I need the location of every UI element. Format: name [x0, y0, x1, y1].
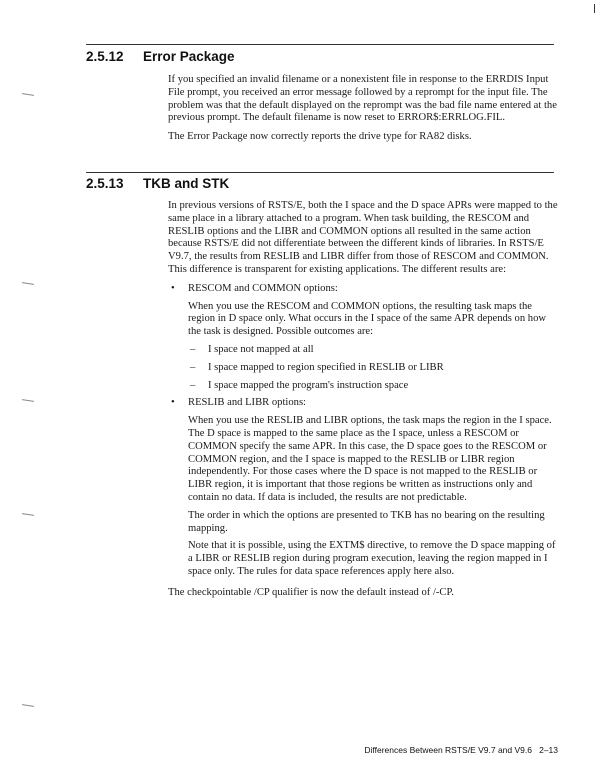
paragraph-closing: The checkpointable /CP qualifier is now the default instead of /-CP. — [168, 586, 454, 598]
margin-mark — [22, 704, 34, 707]
margin-mark — [22, 93, 34, 96]
dash-item — [188, 344, 560, 357]
bullet-label: RESLIB and LIBR options: — [188, 397, 307, 409]
margin-mark — [22, 513, 34, 516]
bullet-label: RESCOM and COMMON options: — [188, 282, 338, 294]
paragraph-intro: In previous versions of RSTS/E, both the I space and the D space APRs were mapped to the same place in a library attached to a program. When task building, the RESCOM and RESLIB options and the LIBR and COMMON options all resulted in the same action because RSTS/E did not differentiate between the different kinds of libraries. In RSTS/E V9.7, the results from RESLIB and LIBR differ from those of RESCOM and COMMON. This difference is transparent for existing applications. The different results are: — [168, 200, 558, 275]
paragraph: When you use the RESLIB and LIBR options, the task maps the region in the I space. The D space is mapped to the same place as the I space, unless a RESCOM or COMMON specify the same APR. In this case, the D space goes to the RESCOM or COMMON region, and the I space is mapped to the RESLIB or LIBR region independently. For those cases where the D space is not mapped to the RESLIB or LIBR region, it is important that those regions be written as instructions only and contain no data. If data is included, the results are not predictable. — [188, 415, 552, 503]
section-body-tkb-and-stk — [168, 200, 560, 606]
dash-item — [188, 380, 560, 393]
paragraph: The Error Package now correctly reports the drive type for RA82 disks. — [168, 131, 472, 143]
section-rule — [86, 172, 554, 173]
footer-title: Differences Between RSTS/E V9.7 and V9.6 — [364, 745, 532, 755]
section-body-error-package — [168, 74, 560, 150]
dash-text: I space mapped the program's instruction space — [208, 379, 409, 391]
bullet-body — [168, 415, 560, 579]
bullet-item — [168, 283, 560, 296]
page-number: 2–13 — [539, 745, 558, 755]
section-rule — [86, 44, 554, 45]
dash-icon: – — [190, 343, 196, 355]
margin-mark — [22, 399, 34, 402]
paragraph: If you specified an invalid filename or a nonexistent file in response to the ERRDIS Input File prompt, you received an error message followed by a reprompt for the input file. The problem was that the default displayed on the reprompt was the bad file name entered at the previous prompt. The default filename is now reset to ERROR$:ERRLOG.FIL. — [168, 74, 557, 124]
section-title: Error Package — [143, 49, 235, 64]
section-number: 2.5.12 — [86, 49, 124, 64]
dash-icon: – — [190, 379, 196, 391]
page-corner-mark — [594, 4, 595, 13]
dash-item — [188, 362, 560, 375]
section-heading-error-package — [86, 49, 235, 64]
bullet-body — [168, 301, 560, 393]
bullet-item — [168, 397, 560, 410]
section-title: TKB and STK — [143, 176, 230, 191]
bullet-icon: • — [171, 397, 175, 409]
paragraph: When you use the RESCOM and COMMON options, the resulting task maps the region in D space only. What occurs in the I space of the same APR depends on how the task is designed. Possible outcomes are: — [188, 300, 547, 338]
section-heading-tkb-and-stk — [86, 176, 229, 191]
page-footer — [364, 745, 558, 755]
section-number: 2.5.13 — [86, 176, 124, 191]
bullet-icon: • — [171, 282, 175, 294]
dash-text: I space not mapped at all — [208, 343, 314, 355]
dash-icon: – — [190, 361, 196, 373]
paragraph: The order in which the options are presented to TKB has no bearing on the resulting mapping. — [188, 509, 545, 534]
paragraph: Note that it is possible, using the EXTM$ directive, to remove the D space mapping of a LIBR or RESLIB region during program execution, leaving the region mapped in I space only. The rules for data space references apply here also. — [188, 540, 556, 577]
dash-text: I space mapped to region specified in RESLIB or LIBR — [208, 361, 444, 373]
margin-mark — [22, 282, 34, 285]
